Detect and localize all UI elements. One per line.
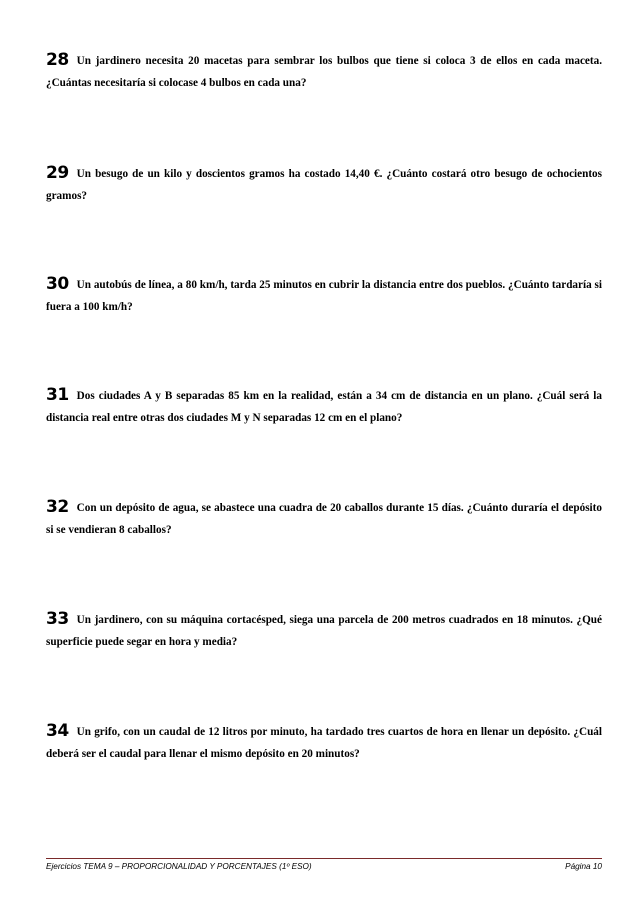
problem-28 (46, 49, 602, 94)
problem-31 (46, 384, 602, 429)
problem-text (46, 720, 602, 765)
problem-statement: Un jardinero, con su máquina cortacésped, siega una parcela de 200 metros cuadrados en 18 minutos. ¿Qué superficie puede segar en hora y media? (46, 614, 602, 648)
problem-statement: Dos ciudades A y B separadas 85 km en la realidad, están a 34 cm de distancia en un plano. ¿Cuál será la distancia real entre otras dos ciudades M y N separadas 12 cm en el plano? (46, 390, 602, 424)
problem-statement: Un grifo, con un caudal de 12 litros por minuto, ha tardado tres cuartos de hora en llenar un depósito. ¿Cuál deberá ser el caudal para llenar el mismo depósito en 20 minutos? (46, 726, 602, 760)
problem-30 (46, 273, 602, 318)
problem-text (46, 273, 602, 318)
problem-32 (46, 496, 602, 541)
problem-29 (46, 162, 602, 207)
problem-text (46, 608, 602, 653)
problem-number: 31 (46, 385, 69, 405)
problem-text (46, 162, 602, 207)
problem-text (46, 49, 602, 94)
problem-number: 30 (46, 274, 69, 294)
problem-34 (46, 720, 602, 765)
problem-text (46, 496, 602, 541)
problem-statement: Un autobús de línea, a 80 km/h, tarda 25 minutos en cubrir la distancia entre dos pueblos. ¿Cuánto tardaría si fuera a 100 km/h? (46, 279, 602, 313)
problem-33 (46, 608, 602, 653)
problem-number: 34 (46, 721, 69, 741)
footer-title: Ejercicios TEMA 9 – PROPORCIONALIDAD Y PORCENTAJES (1º ESO) (46, 862, 312, 871)
page-footer (46, 858, 602, 871)
problem-text (46, 384, 602, 429)
page-number: Página 10 (565, 862, 602, 871)
problem-number: 33 (46, 609, 69, 629)
problem-statement: Con un depósito de agua, se abastece una cuadra de 20 caballos durante 15 días. ¿Cuánto duraría el depósito si se vendieran 8 caballos? (46, 502, 602, 536)
problem-statement: Un jardinero necesita 20 macetas para sembrar los bulbos que tiene si coloca 3 de ellos en cada maceta. ¿Cuántas necesitaría si colocase 4 bulbos en cada una? (46, 55, 602, 89)
problem-statement: Un besugo de un kilo y doscientos gramos ha costado 14,40 €. ¿Cuánto costará otro besugo de ochocientos gramos? (46, 168, 602, 202)
problem-number: 28 (46, 50, 69, 70)
problem-number: 29 (46, 163, 69, 183)
problem-number: 32 (46, 497, 69, 517)
